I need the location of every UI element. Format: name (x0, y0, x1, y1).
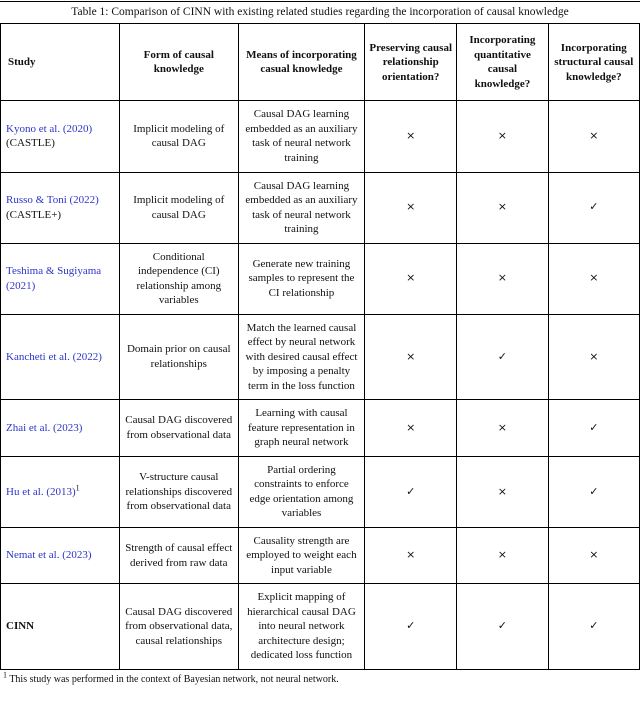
citation-link[interactable]: Russo & Toni (2022) (6, 194, 99, 207)
form-of-knowledge-cell: Strength of causal effect derived from raw data (119, 527, 238, 584)
check-mark: ✓ (457, 584, 548, 670)
header-row (1, 24, 640, 101)
cross-mark: × (457, 101, 548, 172)
check-mark: ✓ (548, 400, 639, 457)
study-label: (CASTLE) (6, 137, 55, 150)
column-header: Preserving causal relationship orientation? (365, 24, 457, 101)
means-of-incorporating-cell: Explicit mapping of hierarchical causal DAG into neural network architecture design; dedicated loss function (238, 584, 365, 670)
table-row (1, 172, 640, 243)
table-row (1, 456, 640, 527)
table-row (1, 584, 640, 670)
cross-mark: × (548, 527, 639, 584)
study-cell (1, 101, 120, 172)
column-header: Form of causal knowledge (119, 24, 238, 101)
form-of-knowledge-cell: Causal DAG discovered from observational data (119, 400, 238, 457)
column-header: Means of incorporating casual knowledge (238, 24, 365, 101)
study-label: CINN (6, 620, 35, 633)
table-row (1, 243, 640, 314)
means-of-incorporating-cell: Learning with causal feature representation in graph neural network (238, 400, 365, 457)
form-of-knowledge-cell: Conditional independence (CI) relationship among variables (119, 243, 238, 314)
check-mark: ✓ (548, 456, 639, 527)
form-of-knowledge-cell: Domain prior on causal relationships (119, 314, 238, 400)
check-mark: ✓ (457, 314, 548, 400)
table-row (1, 527, 640, 584)
check-mark: ✓ (548, 584, 639, 670)
means-of-incorporating-cell: Causal DAG learning embedded as an auxiliary task of neural network training (238, 101, 365, 172)
citation-link[interactable]: Nemat et al. (2023) (6, 549, 92, 562)
column-header: Incorporating quantitative causal knowledge? (457, 24, 548, 101)
check-mark: ✓ (365, 584, 457, 670)
check-mark: ✓ (548, 172, 639, 243)
table-row (1, 314, 640, 400)
cross-mark: × (457, 456, 548, 527)
table-row (1, 101, 640, 172)
citation-link[interactable]: Kyono et al. (2020) (6, 122, 93, 135)
study-cell (1, 456, 120, 527)
cross-mark: × (365, 172, 457, 243)
means-of-incorporating-cell: Partial ordering constraints to enforce edge orientation among variables (238, 456, 365, 527)
cross-mark: × (457, 400, 548, 457)
means-of-incorporating-cell: Causality strength are employed to weight each input variable (238, 527, 365, 584)
form-of-knowledge-cell: Implicit modeling of causal DAG (119, 172, 238, 243)
footnote-reference: 1 (75, 482, 80, 492)
cross-mark: × (548, 101, 639, 172)
cross-mark: × (365, 527, 457, 584)
cross-mark: × (457, 527, 548, 584)
study-cell (1, 584, 120, 670)
form-of-knowledge-cell: Implicit modeling of causal DAG (119, 101, 238, 172)
cross-mark: × (365, 243, 457, 314)
comparison-table (0, 23, 640, 670)
cross-mark: × (365, 314, 457, 400)
study-cell (1, 400, 120, 457)
form-of-knowledge-cell: Causal DAG discovered from observational data, causal relationships (119, 584, 238, 670)
means-of-incorporating-cell: Causal DAG learning embedded as an auxiliary task of neural network training (238, 172, 365, 243)
table-caption: Table 1: Comparison of CINN with existing related studies regarding the incorporation of causal knowledge (0, 1, 640, 23)
column-header: Study (1, 24, 120, 101)
study-cell (1, 314, 120, 400)
cross-mark: × (548, 314, 639, 400)
study-cell (1, 527, 120, 584)
column-header: Incorporating structural causal knowledge? (548, 24, 639, 101)
form-of-knowledge-cell: V-structure causal relationships discovered from observational data (119, 456, 238, 527)
study-cell (1, 243, 120, 314)
cross-mark: × (365, 101, 457, 172)
footnote (0, 670, 640, 689)
table-row (1, 400, 640, 457)
citation-link[interactable]: Hu et al. (2013) (6, 485, 76, 498)
check-mark: ✓ (365, 456, 457, 527)
study-label: (CASTLE+) (6, 208, 62, 221)
means-of-incorporating-cell: Generate new training samples to represent the CI relationship (238, 243, 365, 314)
cross-mark: × (548, 243, 639, 314)
footnote-text: This study was performed in the context of Bayesian network, not neural network. (9, 673, 339, 685)
means-of-incorporating-cell: Match the learned causal effect by neural network with desired causal effect by imposing a penalty term in the loss function (238, 314, 365, 400)
citation-link[interactable]: Kancheti et al. (2022) (6, 350, 102, 363)
cross-mark: × (457, 243, 548, 314)
citation-link[interactable]: Teshima & Sugiyama (2021) (6, 265, 102, 292)
footnote-marker: 1 (3, 670, 7, 680)
cross-mark: × (365, 400, 457, 457)
cross-mark: × (457, 172, 548, 243)
citation-link[interactable]: Zhai et al. (2023) (6, 421, 83, 434)
study-cell (1, 172, 120, 243)
table-body (1, 101, 640, 670)
